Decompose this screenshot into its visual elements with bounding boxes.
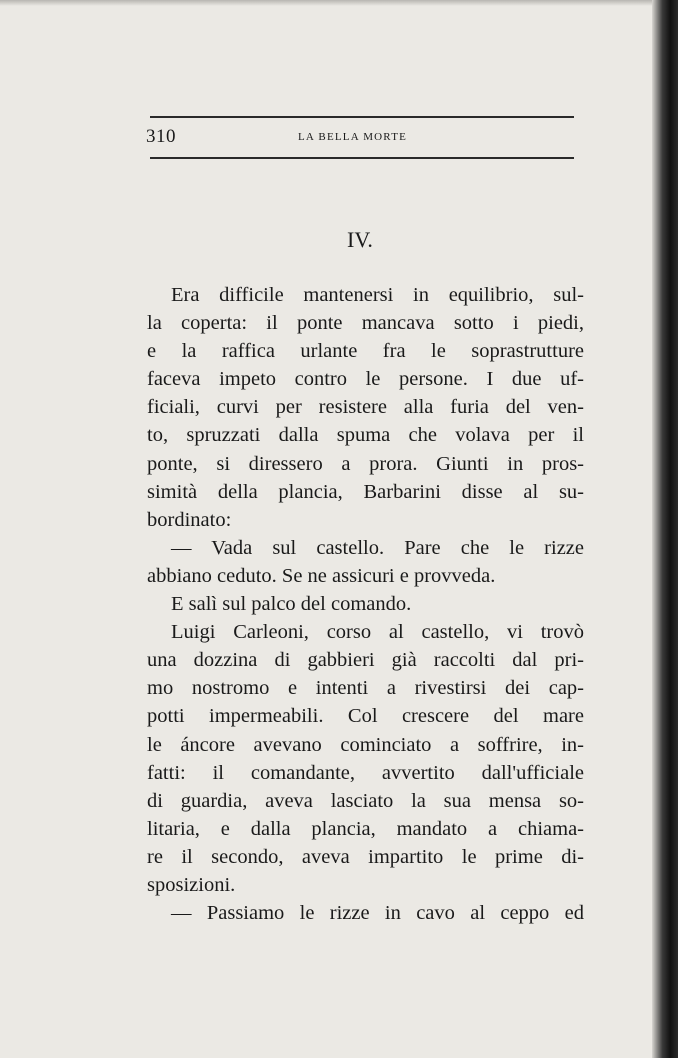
text-line: potti impermeabili. Col crescere del mare	[147, 705, 584, 728]
text-line: sposizioni.	[147, 873, 236, 896]
text-line: fatti: il comandante, avvertito dall'ufficiale	[147, 761, 584, 784]
text-line: Era difficile mantenersi in equilibrio, sul-	[171, 284, 584, 306]
text-line: di guardia, aveva lasciato la sua mensa so-	[147, 789, 584, 812]
text-line: E salì sul palco del comando.	[171, 593, 412, 616]
chapter-heading: IV.	[347, 227, 373, 252]
text-line: simità della plancia, Barbarini disse al su-	[147, 480, 584, 503]
text-line: una dozzina di gabbieri già raccolti dal pri-	[147, 649, 584, 672]
header-rule-top	[150, 116, 574, 118]
text-line: Luigi Carleoni, corso al castello, vi trovò	[171, 621, 584, 644]
page-top-edge	[0, 0, 678, 6]
text-line: litaria, e dalla plancia, mandato a chiama-	[147, 817, 584, 840]
text-line: — Vada sul castello. Pare che le rizze	[171, 536, 584, 559]
body-text	[147, 281, 584, 927]
book-spine-edge	[652, 0, 678, 1058]
text-line: ponte, si diressero a prora. Giunti in pros-	[147, 452, 584, 475]
text-line: le áncore avevano cominciato a soffrire, in-	[147, 733, 584, 756]
text-line: mo nostromo e intenti a rivestirsi dei cap-	[147, 677, 584, 700]
text-line: bordinato:	[147, 508, 232, 531]
page-number: 310	[146, 126, 176, 147]
text-line: — Passiamo le rizze in cavo al ceppo ed	[171, 902, 584, 925]
text-line: la coperta: il ponte mancava sotto i piedi,	[147, 312, 584, 335]
running-head: LA BELLA MORTE	[298, 131, 408, 143]
text-line: to, spruzzati dalla spuma che volava per il	[147, 424, 584, 447]
text-line: faceva impeto contro le persone. I due uf-	[147, 368, 584, 391]
text-line: e la raffica urlante fra le soprastrutture	[147, 340, 584, 363]
text-line: abbiano ceduto. Se ne assicuri e provveda.	[147, 564, 496, 587]
text-line: ficiali, curvi per resistere alla furia del ven-	[147, 396, 584, 419]
text-line: re il secondo, aveva impartito le prime di-	[147, 845, 584, 868]
header-rule-bottom	[150, 157, 574, 159]
